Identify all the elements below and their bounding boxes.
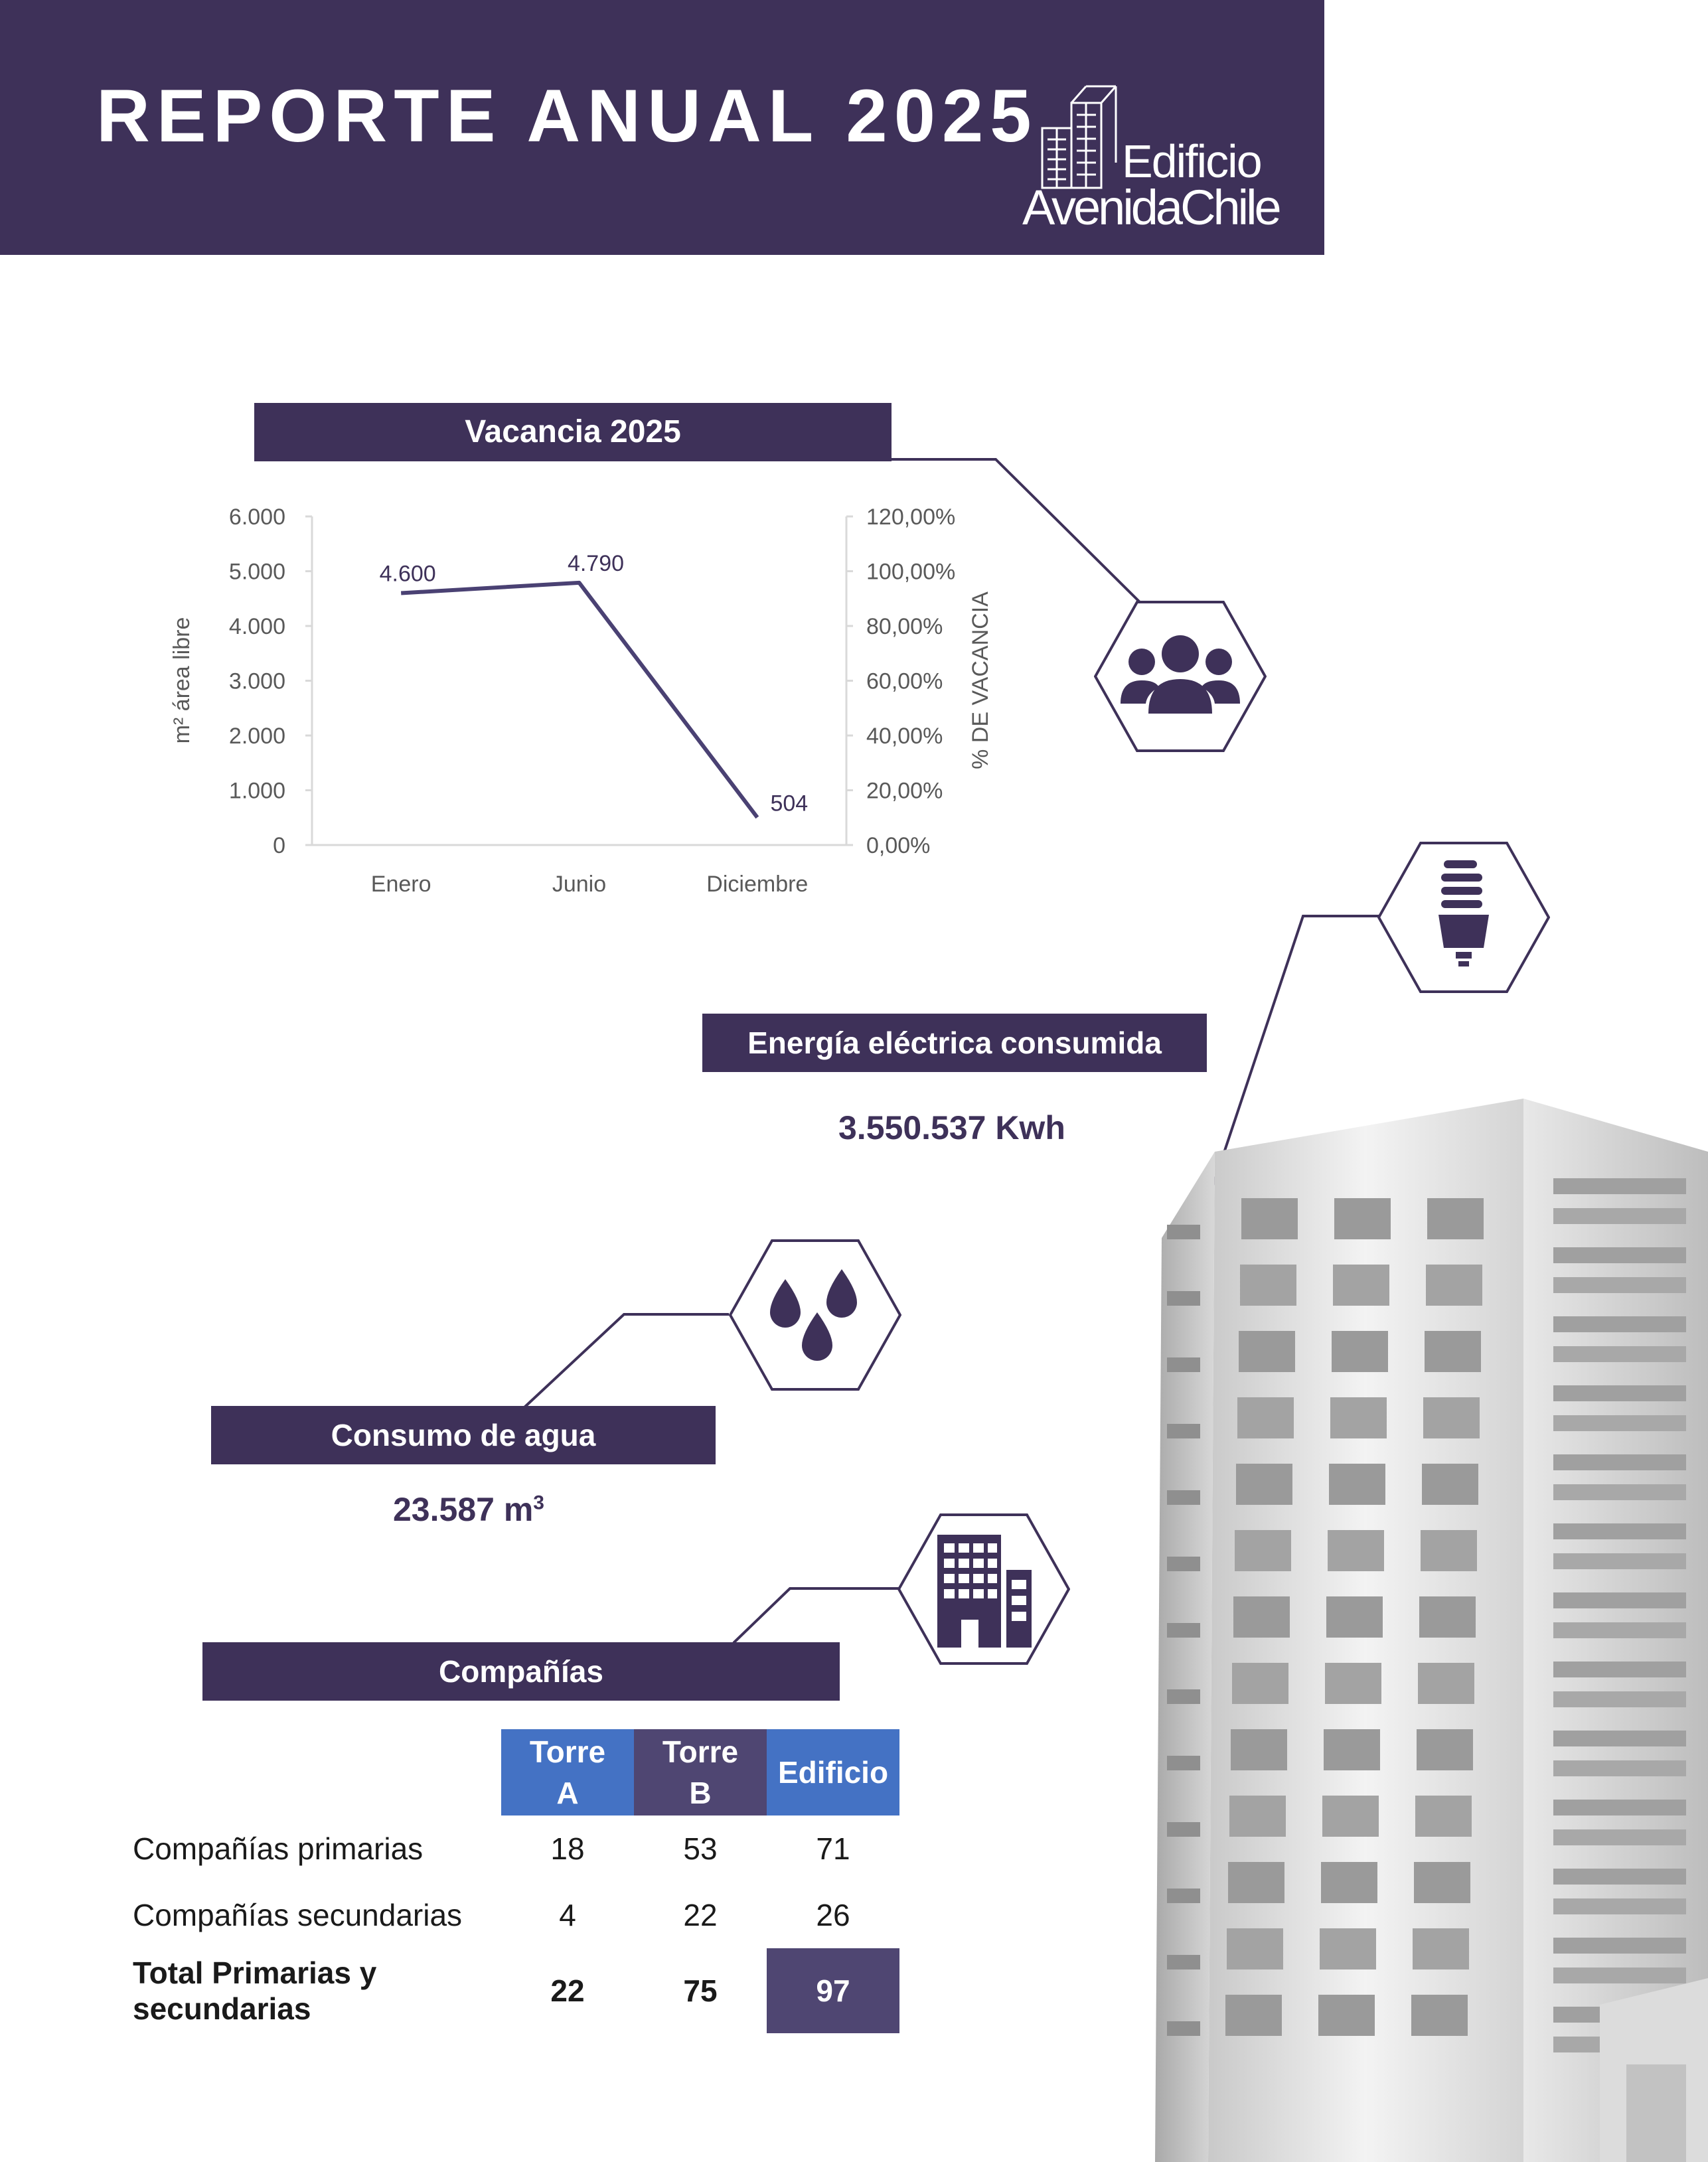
building-left-slat [1167, 1490, 1200, 1505]
building-side-slat [1553, 1800, 1686, 1815]
row-label: Compañías primarias [133, 1831, 424, 1866]
building-left-slat [1167, 1291, 1200, 1306]
building-side-slat [1553, 1247, 1686, 1263]
building-window [1334, 1198, 1391, 1239]
report-title: REPORTE ANUAL 2025 [96, 74, 1038, 157]
building-window [1225, 1995, 1282, 2036]
building-side-slat [1553, 1938, 1686, 1954]
companies-title-bar [202, 1642, 840, 1701]
y-tick-label: 3.000 [228, 668, 285, 694]
header-torre-b-line2: B [689, 1776, 712, 1810]
lightbulb-icon [1377, 842, 1550, 993]
building-left-slat [1167, 1357, 1200, 1372]
building-window [1413, 1928, 1469, 1969]
y2-tick-label: 120,00% [866, 504, 956, 530]
table-row [133, 1882, 899, 1948]
building-window [1426, 1265, 1482, 1306]
table-cell: 22 [683, 1898, 718, 1932]
logo-text-edificio: Edificio [1122, 135, 1261, 187]
building-window [1414, 1862, 1470, 1903]
buildings-icon [897, 1513, 1070, 1665]
building-window [1419, 1596, 1476, 1638]
building-window [1427, 1198, 1484, 1239]
chart-y-axis-label: m² área libre [169, 617, 194, 744]
building-window [1325, 1663, 1381, 1704]
y2-tick-label: 80,00% [866, 614, 943, 639]
building-side-slat [1553, 1968, 1686, 1983]
water-value-unit-sup: 3 [533, 1492, 544, 1514]
building-left-slat [1167, 1623, 1200, 1638]
water-value [393, 1490, 544, 1529]
building-window [1227, 1928, 1283, 1969]
header-torre-a-line1: Torre [529, 1735, 606, 1769]
data-label: 504 [770, 791, 809, 816]
vacancy-title: Vacancia 2025 [465, 414, 681, 449]
y2-tick-label: 0,00% [866, 833, 931, 858]
y-tick-label: 0 [273, 833, 285, 858]
water-title: Consumo de agua [331, 1418, 596, 1452]
building-window [1236, 1464, 1292, 1505]
building-window [1322, 1796, 1379, 1837]
total-highlight-cell: 97 [767, 1948, 899, 2033]
table-cell: 71 [816, 1831, 850, 1866]
energy-value: 3.550.537 Kwh [838, 1109, 1065, 1146]
y-tick-label: 4.000 [228, 614, 285, 639]
row-label: Compañías secundarias [133, 1898, 463, 1932]
water-value-number: 23.587 m [393, 1491, 534, 1528]
x-tick-label: Enero [370, 872, 431, 897]
x-tick-label: Diciembre [706, 872, 809, 897]
energy-title: Energía eléctrica consumida [747, 1026, 1162, 1060]
building-window [1422, 1464, 1478, 1505]
building-side-slat [1553, 1898, 1686, 1914]
building-window [1418, 1663, 1474, 1704]
building-left-slat [1167, 1955, 1200, 1969]
building-window [1330, 1397, 1387, 1438]
building-window [1229, 1796, 1286, 1837]
building-window [1241, 1198, 1298, 1239]
building-side-slat [1553, 1178, 1686, 1194]
building-side-slat [1553, 1731, 1686, 1746]
header-torre-b-line1: Torre [662, 1735, 739, 1769]
table-cell: 4 [559, 1898, 576, 1932]
table-cell: 75 [683, 1973, 718, 2008]
building-window [1415, 1796, 1472, 1837]
building-side-slat [1553, 1691, 1686, 1707]
building-side-slat [1553, 1484, 1686, 1500]
building-left-slat [1167, 1822, 1200, 1837]
building-window [1326, 1596, 1383, 1638]
building-left-slat [1167, 2021, 1200, 2036]
header-edificio [767, 1729, 899, 1815]
building-window [1332, 1331, 1388, 1372]
building-side-slat [1553, 1346, 1686, 1362]
building-side-slat [1553, 1553, 1686, 1569]
water-drops-icon [729, 1239, 901, 1391]
header-torre-a [501, 1729, 634, 1815]
y-tick-label: 2.000 [228, 724, 285, 749]
chart-y2-axis-label: % DE VACANCIA [968, 591, 993, 769]
building-left-slat [1167, 1424, 1200, 1438]
building-window [1417, 1729, 1473, 1770]
building-side-slat [1553, 1760, 1686, 1776]
building-left-slat [1167, 1756, 1200, 1770]
building-side-slat [1553, 1454, 1686, 1470]
logo-text-avenida-chile: AvenidaChile [1022, 180, 1279, 235]
building-side-slat [1553, 1592, 1686, 1608]
y2-tick-label: 60,00% [866, 668, 943, 694]
building-window [1228, 1862, 1284, 1903]
x-tick-label: Junio [552, 872, 607, 897]
building-side-slat [1553, 1523, 1686, 1539]
building-side-slat [1553, 1415, 1686, 1431]
building-illustration [1142, 1089, 1708, 2162]
building-window [1324, 1729, 1380, 1770]
building-window [1328, 1530, 1384, 1571]
building-side-slat [1553, 1277, 1686, 1293]
table-cell: 18 [550, 1831, 585, 1866]
building-side-slat [1553, 1316, 1686, 1332]
building-window [1232, 1663, 1288, 1704]
table-header-row [133, 1729, 899, 1815]
companies-title: Compañías [439, 1654, 603, 1689]
building-window [1240, 1265, 1296, 1306]
y2-tick-label: 100,00% [866, 559, 956, 585]
building-window [1423, 1397, 1480, 1438]
building-left-slat [1167, 1225, 1200, 1239]
building-side-slat [1553, 1208, 1686, 1224]
y-tick-label: 6.000 [228, 504, 285, 530]
header-torre-a-line2: A [556, 1776, 579, 1810]
building-window [1235, 1530, 1291, 1571]
energy-title-bar [702, 1014, 1207, 1072]
building-left-slat [1167, 1689, 1200, 1704]
building-side-slat [1553, 1829, 1686, 1845]
building-window [1239, 1331, 1295, 1372]
table-cell: 22 [550, 1973, 585, 2008]
building-side-slat [1553, 1385, 1686, 1401]
header-torre-b [634, 1729, 767, 1815]
building-window [1231, 1729, 1287, 1770]
building-window [1233, 1596, 1290, 1638]
building-window [1421, 1530, 1477, 1571]
table-row [133, 1815, 899, 1882]
total-row-label-line2: secundarias [133, 1991, 311, 2026]
water-title-bar [211, 1406, 716, 1464]
companies-table [133, 1729, 899, 2033]
total-row-label [133, 1948, 501, 2033]
building-window [1237, 1397, 1294, 1438]
y-tick-label: 1.000 [228, 778, 285, 804]
building-left-slat [1167, 1557, 1200, 1571]
building-window [1320, 1928, 1376, 1969]
y-tick-label: 5.000 [228, 559, 285, 585]
table-cell: 53 [683, 1831, 718, 1866]
data-label: 4.790 [567, 550, 625, 576]
building-window [1411, 1995, 1468, 2036]
building-side-slat [1553, 1622, 1686, 1638]
building-side-slat [1553, 1661, 1686, 1677]
building-window [1321, 1862, 1377, 1903]
table-cell: 26 [816, 1898, 850, 1932]
y2-tick-label: 20,00% [866, 778, 943, 804]
header-edificio-label: Edificio [777, 1755, 889, 1790]
building-left-slat [1167, 1889, 1200, 1903]
y2-tick-label: 40,00% [866, 724, 943, 749]
total-row-label-line1: Total Primarias y [133, 1956, 377, 1990]
data-label: 4.600 [379, 561, 436, 587]
building-window [1329, 1464, 1385, 1505]
building-side-slat [1553, 1869, 1686, 1885]
building-window [1333, 1265, 1389, 1306]
people-icon [1094, 601, 1267, 752]
building-window [1425, 1331, 1481, 1372]
building-window [1318, 1995, 1375, 2036]
table-total-row [133, 1948, 899, 2033]
